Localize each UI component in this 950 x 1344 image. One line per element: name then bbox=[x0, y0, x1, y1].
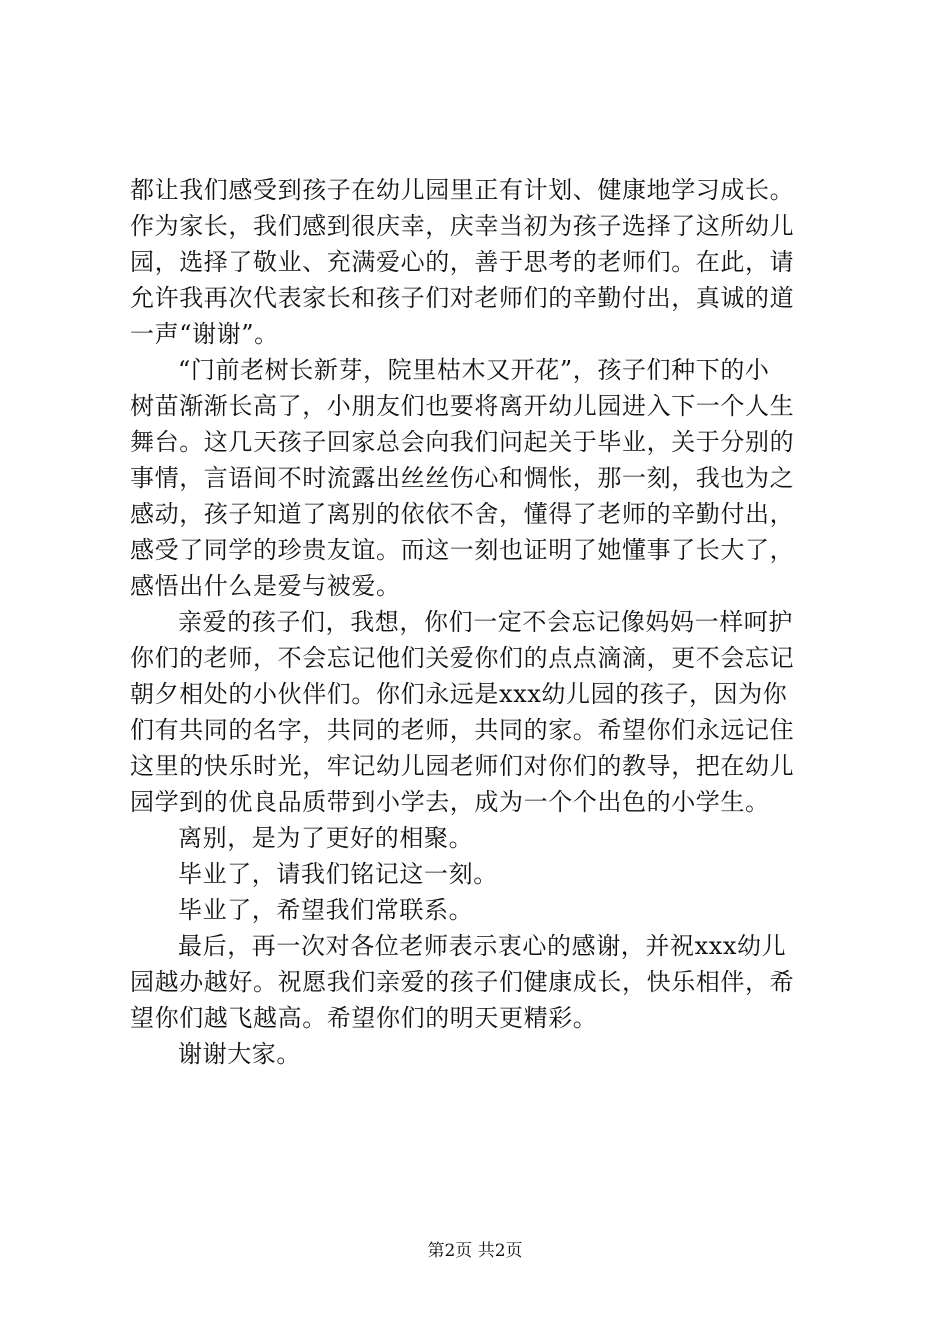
text-line: 望你们越飞越高。希望你们的明天更精彩。 bbox=[130, 1004, 598, 1032]
page-footer: 第2页 共2页 bbox=[427, 1241, 523, 1261]
text-line: 们有共同的名字，共同的老师，共同的家。希望你们永远记住 bbox=[130, 716, 795, 744]
text-line: “门前老树长新芽，院里枯木又开花”，孩子们种下的小 bbox=[178, 356, 770, 384]
text-line: 离别，是为了更好的相聚。 bbox=[178, 824, 474, 852]
text-line: 感受了同学的珍贵友谊。而这一刻也证明了她懂事了长大了， bbox=[130, 536, 795, 564]
text-line: 园越办越好。祝愿我们亲爱的孩子们健康成长，快乐相伴，希 bbox=[130, 968, 795, 996]
text-line: 毕业了，希望我们常联系。 bbox=[178, 896, 474, 924]
text-line: 都让我们感受到孩子在幼儿园里正有计划、健康地学习成长。 bbox=[130, 176, 795, 204]
text-line: 你们的老师，不会忘记他们关爱你们的点点滴滴，更不会忘记 bbox=[130, 644, 795, 672]
text-line: 感动，孩子知道了离别的依依不舍，懂得了老师的辛勤付出， bbox=[130, 500, 795, 528]
text-line: 毕业了，请我们铭记这一刻。 bbox=[178, 860, 498, 888]
text-line: 园，选择了敬业、充满爱心的，善于思考的老师们。在此，请 bbox=[130, 248, 795, 276]
text-line: 谢谢大家。 bbox=[178, 1040, 301, 1068]
text-line: 最后，再一次对各位老师表示衷心的感谢，并祝xxx幼儿 bbox=[178, 932, 787, 960]
document-body bbox=[130, 172, 830, 1072]
text-line: 允许我再次代表家长和孩子们对老师们的辛勤付出，真诚的道 bbox=[130, 284, 795, 312]
text-line: 朝夕相处的小伙伴们。你们永远是xxx幼儿园的孩子，因为你 bbox=[130, 680, 788, 708]
text-line: 园学到的优良品质带到小学去，成为一个个出色的小学生。 bbox=[130, 788, 770, 816]
text-line: 事情，言语间不时流露出丝丝伤心和惆怅，那一刻，我也为之 bbox=[130, 464, 795, 492]
text-line: 这里的快乐时光，牢记幼儿园老师们对你们的教导，把在幼儿 bbox=[130, 752, 795, 780]
text-line: 亲爱的孩子们，我想，你们一定不会忘记像妈妈一样呵护 bbox=[178, 608, 793, 636]
text-line: 舞台。这几天孩子回家总会向我们问起关于毕业，关于分别的 bbox=[130, 428, 795, 456]
text-line: 树苗渐渐长高了，小朋友们也要将离开幼儿园进入下一个人生 bbox=[130, 392, 795, 420]
text-line: 一声“谢谢”。 bbox=[130, 320, 279, 348]
text-line: 作为家长，我们感到很庆幸，庆幸当初为孩子选择了这所幼儿 bbox=[130, 212, 795, 240]
text-line: 感悟出什么是爱与被爱。 bbox=[130, 572, 401, 600]
